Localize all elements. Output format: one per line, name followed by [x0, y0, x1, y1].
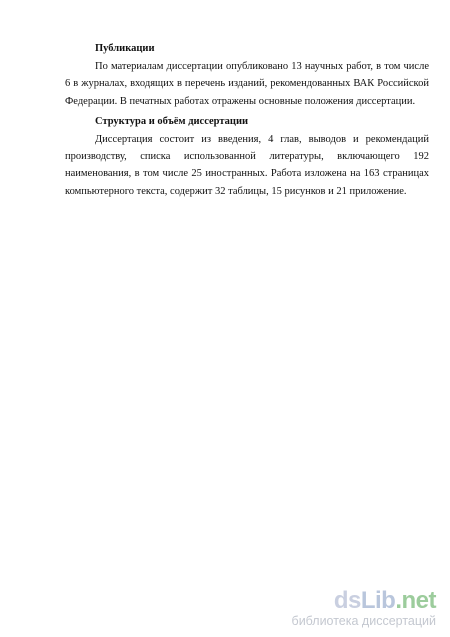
watermark-logo-net: .net	[395, 587, 436, 614]
page-content	[65, 40, 429, 203]
watermark-logo	[292, 589, 436, 613]
section-paragraph-structure: Диссертация состоит из введения, 4 глав, выводов и рекомендаций производству, списка использованной литературы, включающего 192 наименования, в том числе 25 иностранных. Работа изложена на 163 страницах компьютерного текста, содержит 32 таблицы, 15 рисунков и 21 приложение.	[65, 133, 429, 197]
watermark-subtitle: библиотека диссертаций	[291, 614, 436, 628]
watermark-logo-ds: ds	[333, 587, 361, 614]
section-paragraph-publications: По материалам диссертации опубликовано 13 научных работ, в том числе 6 в журналах, входящих в перечень изданий, рекомендованных ВАК Российской Федерации. В печатных работах отражены основные положения диссертации.	[65, 61, 429, 107]
section-heading-publications: Публикации	[95, 43, 155, 54]
watermark	[292, 589, 436, 629]
watermark-logo-lib: Lib	[360, 587, 396, 614]
section-heading-structure: Структура и объём диссертации	[95, 115, 249, 127]
